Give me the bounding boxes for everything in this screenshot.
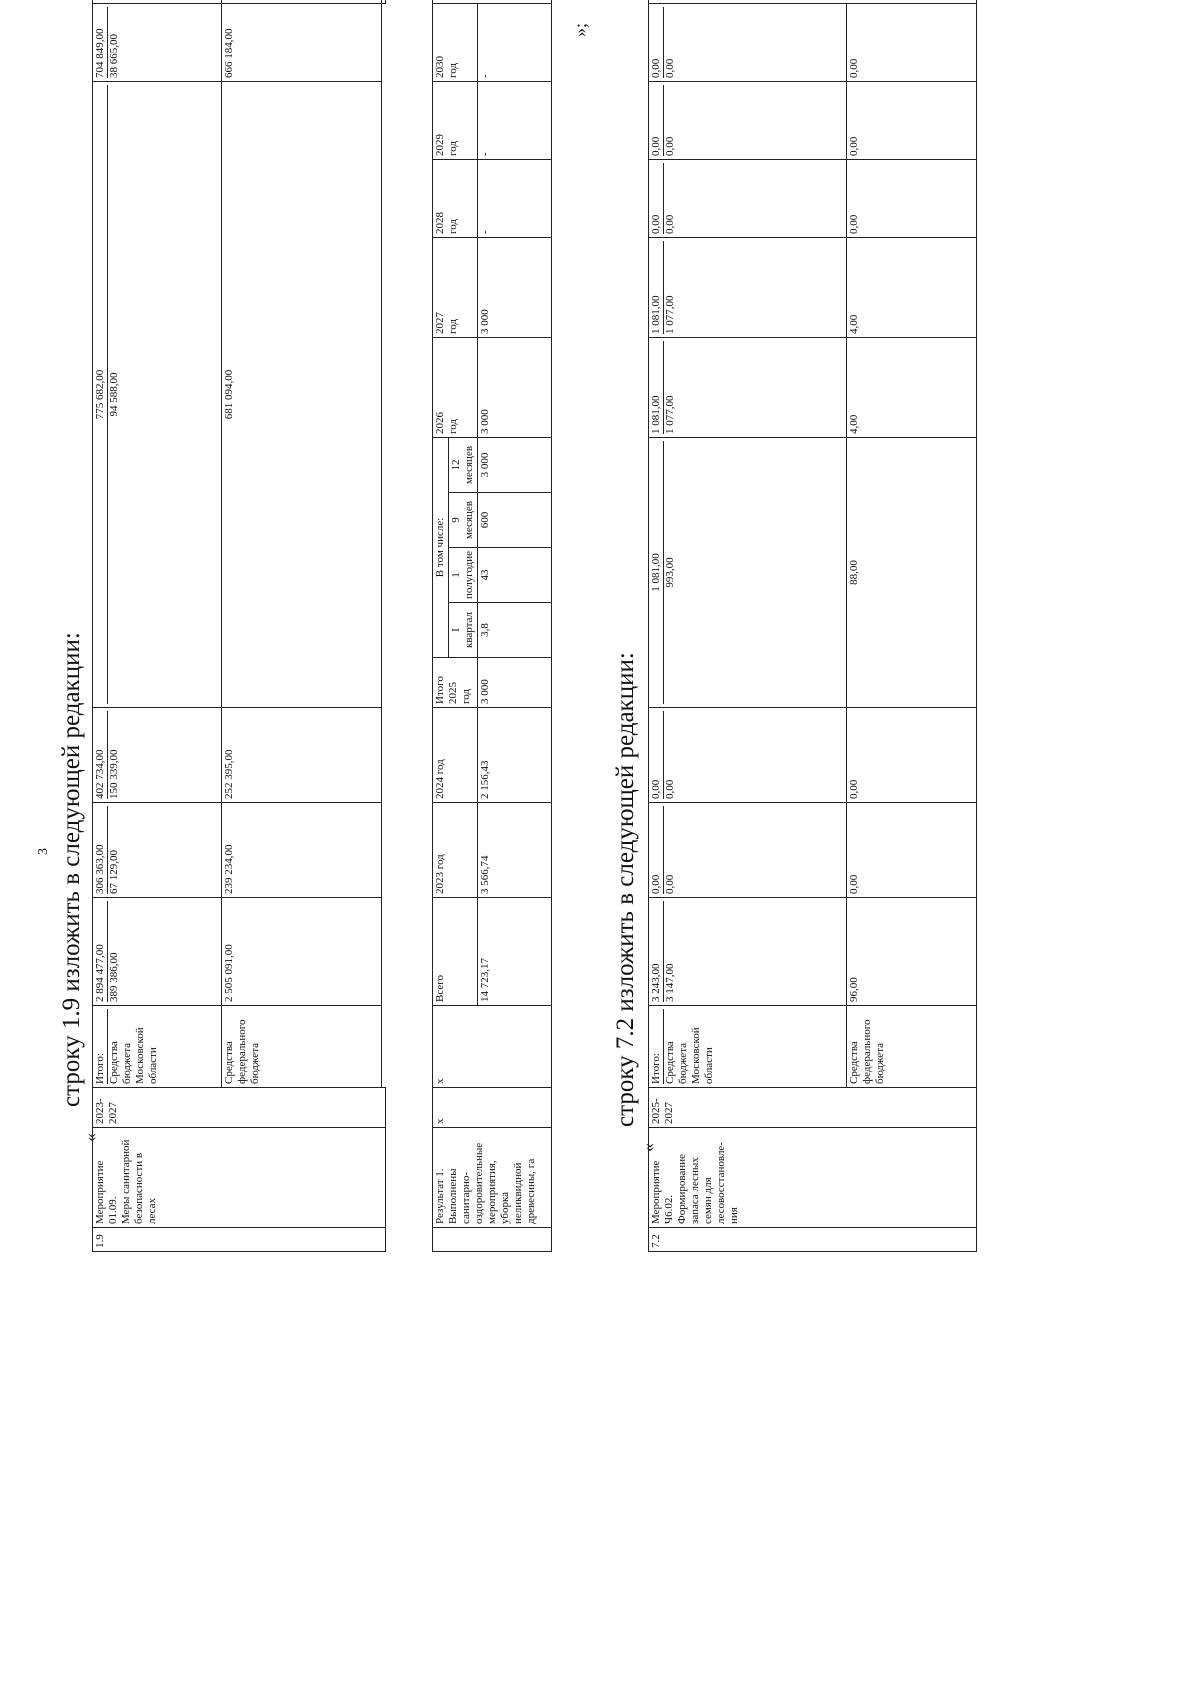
result-value-2024: 2 156,43	[478, 708, 552, 803]
year-2024-cell: 0,00 0,00	[649, 708, 847, 803]
year-2026-cell: 704 849,00 38 665,00	[93, 3, 222, 81]
row-number-cell: 1.9	[93, 1228, 386, 1252]
section-2-open-quote: «	[638, 1143, 658, 1152]
result-value-12-months: 3 000	[478, 437, 552, 492]
result-x-cell-1: x	[433, 1088, 552, 1128]
header-2024: 2024 год	[433, 708, 478, 803]
year-2024-cell: 402 734,00 150 339,00	[93, 708, 222, 803]
table-row-7-2: 7.2 Мероприятие Ч6.02. Формирование запаса лесных семян для лесовосстановле- ния 2025- 2027 Итого: Средства бюджета Московской области 3 243,00 3 147,00 0,00 0,00 0,00 0,00 1 081,00 993,00 1 081,00 1 077,00 1 081,00 1 077,00 0,00 0,00 0,00 0,00 0,00 0,00 Средства федерального бюджета 96,00 0,00 0,00 88,00 4,00 4,00 0,00 0,00 0,00	[648, 0, 977, 1252]
result-empty-cell	[433, 1228, 552, 1252]
year-2026-cell: 1 081,00 1 077,00	[649, 338, 847, 438]
page-number: 3	[36, 848, 51, 855]
year-2025-cell: 1 081,00 993,00	[649, 438, 847, 708]
source-federal-label: Средства федерального бюджета	[847, 1006, 977, 1088]
result-label-cell: Результат 1. Выполнены санитарно- оздоровительные мероприятия, уборка неликвидной древесины, га	[433, 1128, 552, 1228]
result-value-2023: 3 566,74	[478, 803, 552, 898]
result-value-2027: 3 000	[478, 237, 552, 337]
year-2027-cell: 1 081,00 1 077,00	[649, 238, 847, 338]
year-2030-cell: 0,00 0,00	[649, 4, 847, 82]
year-2025-cell: 775 682,00 94 588,00	[93, 81, 222, 707]
header-2025: Итого 2025 год	[433, 658, 478, 708]
year-2029-cell: 0,00 0,00	[649, 82, 847, 160]
result-value-q1: 3,8	[478, 603, 552, 658]
header-2028: 2028 год	[433, 159, 478, 237]
table-row-1-9: 1.9 Мероприятие 01.09. Меры санитарной безопасности в лесах 2023- 2027 Итого: Средства бюджета Московской области 2 894 477,00 389 386,00 306 363,00 67 129,00 402 734,00 150 339,00 775 682,00 94 588,00 704 849,00 38 665,00 Средства федерального бюджета 2 505 091,00 239 234,00 252 395,00 681 094,00 666 184,00	[92, 0, 386, 1252]
result-value-2029: -	[478, 81, 552, 159]
source-cell	[93, 1006, 222, 1088]
period-cell: 2023- 2027	[93, 1088, 386, 1128]
header-2030: 2030 год	[433, 3, 478, 81]
period-cell: 2025- 2027	[649, 1088, 977, 1128]
section-1-open-quote: «	[80, 1133, 100, 1142]
source-cell: Итого: Средства бюджета Московской области	[649, 1006, 847, 1088]
table-result-1	[432, 0, 552, 1252]
result-value-2030: -	[478, 3, 552, 81]
result-value-total: 14 723,17	[478, 898, 552, 1006]
source-region-label: Средства бюджета Московской области	[108, 1027, 159, 1084]
result-value-9-months: 600	[478, 493, 552, 548]
measure-name-cell: Мероприятие 01.09. Меры санитарной безопасности в лесах	[93, 1128, 386, 1228]
year-2027-cell	[93, 0, 222, 3]
header-12-months: 12 месяцев	[449, 437, 478, 492]
source-total-label: Итого:	[94, 1009, 108, 1084]
source-federal-label: Средства федерального бюджета	[222, 1006, 382, 1088]
header-2029: 2029 год	[433, 81, 478, 159]
header-2027: 2027 год	[433, 237, 478, 337]
total-cell: 3 243,00 3 147,00	[649, 898, 847, 1006]
year-2023-cell: 306 363,00 67 129,00	[93, 803, 222, 898]
header-9-months: 9 месяцев	[449, 493, 478, 548]
header-2026: 2026 год	[433, 337, 478, 437]
result-value-half-year: 43	[478, 548, 552, 603]
measure-name-cell: Мероприятие Ч6.02. Формирование запаса лесных семян для лесовосстановле- ния	[649, 1128, 977, 1228]
result-x-cell-2: x	[433, 1006, 552, 1088]
total-cell: 2 894 477,00 389 386,00	[93, 898, 222, 1006]
header-including: В том числе:	[433, 437, 449, 657]
header-q1: I квартал	[449, 603, 478, 658]
section-2-heading: строку 7.2 изложить в следующей редакции:	[612, 652, 639, 1127]
header-half-year: 1 полугодие	[449, 548, 478, 603]
result-value-2026: 3 000	[478, 337, 552, 437]
year-2023-cell: 0,00 0,00	[649, 803, 847, 898]
header-2023: 2023 год	[433, 803, 478, 898]
header-total: Всего	[433, 898, 478, 1006]
result-value-2028: -	[478, 159, 552, 237]
section-1-close-mark: »;	[570, 22, 590, 37]
row-number-cell: 7.2	[649, 1228, 977, 1252]
result-value-2025: 3 000	[478, 658, 552, 708]
year-2028-cell: 0,00 0,00	[649, 160, 847, 238]
section-1-heading: строку 1.9 изложить в следующей редакции:	[58, 632, 85, 1107]
